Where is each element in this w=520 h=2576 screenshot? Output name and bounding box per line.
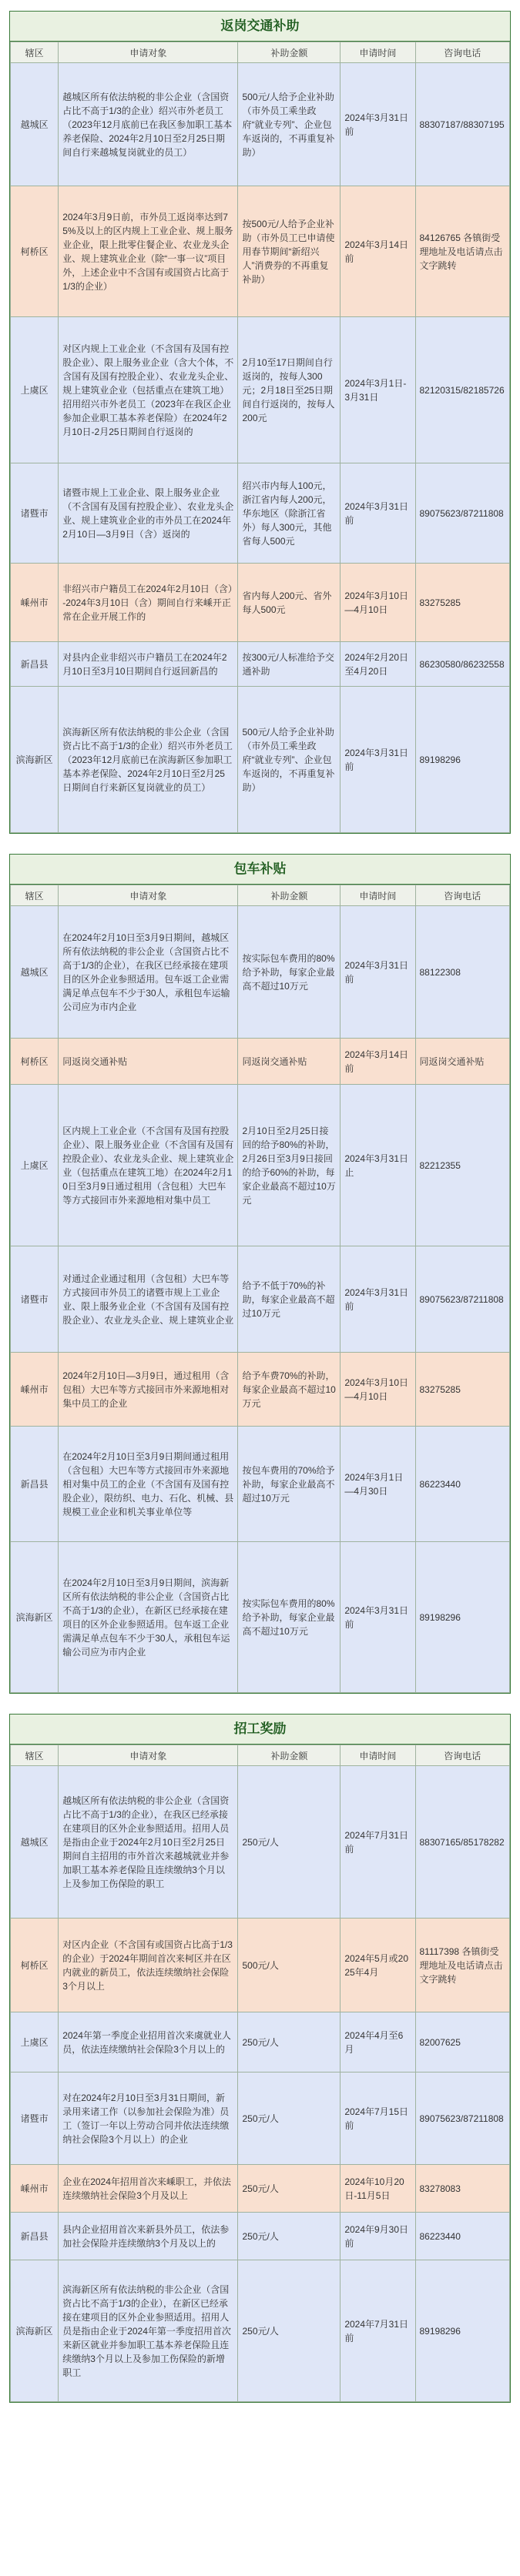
time-cell: 2024年3月10日—4月10日 bbox=[341, 1353, 415, 1427]
amount-cell: 250元/人 bbox=[238, 2260, 341, 2402]
table-row bbox=[11, 1542, 510, 1693]
amount-cell: 500元/人给予企业补助（市外员工乘坐政府“就业专列”、企业包车返岗的，不再重复补助） bbox=[238, 687, 341, 833]
section-title: 返岗交通补助 bbox=[10, 12, 510, 42]
table-row bbox=[11, 1427, 510, 1542]
amount-cell: 250元/人 bbox=[238, 2073, 341, 2165]
table-row bbox=[11, 2012, 510, 2073]
district-cell: 嵊州市 bbox=[11, 564, 59, 642]
applicant-cell: 在2024年2月10日至3月9日期间，滨海新区所有依法纳税的非公企业（含国资占比不高于1/3的企业），在新区已经承接在建项目的区外企业参照适用。包车返工企业需满足单点包车不少于30人，承租包车运输公司应为市内企业 bbox=[59, 1542, 238, 1693]
phone-cell: 83278083 bbox=[415, 2165, 510, 2213]
column-phone: 咨询电话 bbox=[415, 42, 510, 63]
table-row bbox=[11, 1766, 510, 1919]
applicant-cell: 对在2024年2月10日至3月31日期间，新录用来诸工作（以参加社会保险为准）员工（签订一年以上劳动合同并依法连续缴纳社会保险3个月以上）的企业 bbox=[59, 2073, 238, 2165]
applicant-cell: 2024年3月9日前，市外员工返岗率达到75%及以上的区内规上工业企业、规上服务业企业，限上批零住餐企业、农业龙头企业、规上建筑业企业（除“一事一议”项目外，上述企业中不含国有或国资占比高于1/3的企业） bbox=[59, 186, 238, 317]
column-applicant: 申请对象 bbox=[59, 42, 238, 63]
time-cell: 2024年3月31日前 bbox=[341, 463, 415, 564]
time-cell: 2024年7月31日前 bbox=[341, 2260, 415, 2402]
phone-cell: 同返岗交通补贴 bbox=[415, 1039, 510, 1085]
time-cell: 2024年7月31日前 bbox=[341, 1766, 415, 1919]
amount-cell: 给予不低于70%的补助，每家企业最高不超过10万元 bbox=[238, 1246, 341, 1353]
table-row bbox=[11, 1246, 510, 1353]
phone-cell: 86223440 bbox=[415, 2213, 510, 2260]
district-cell: 新昌县 bbox=[11, 1427, 59, 1542]
amount-cell: 按300元/人标准给予交通补助 bbox=[238, 642, 341, 687]
applicant-cell: 对县内企业非绍兴市户籍员工在2024年2月10日至3月10日期间自行返回新昌的 bbox=[59, 642, 238, 687]
time-cell: 2024年3月31日前 bbox=[341, 1246, 415, 1353]
column-district: 辖区 bbox=[11, 885, 59, 906]
amount-cell: 按包车费用的70%给予补助，每家企业最高不超过10万元 bbox=[238, 1427, 341, 1542]
policy-table bbox=[10, 885, 510, 1693]
phone-cell: 82212355 bbox=[415, 1085, 510, 1246]
applicant-cell: 县内企业招用首次来新县外员工，依法参加社会保险并连续缴纳3个月及以上的 bbox=[59, 2213, 238, 2260]
amount-cell: 按500元/人给予企业补助（市外员工已申请使用春节期间“新绍兴人”消费券的不再重复补助） bbox=[238, 186, 341, 317]
amount-cell: 按实际包车费用的80%给予补助，每家企业最高不超过10万元 bbox=[238, 906, 341, 1039]
applicant-cell: 对通过企业通过租用（含包租）大巴车等方式接回市外员工的诸暨市规上工业企业、限上服务业企业（不含国有及国有控股企业）、农业龙头企业、规上建筑业企业 bbox=[59, 1246, 238, 1353]
table-row bbox=[11, 186, 510, 317]
amount-cell: 250元/人 bbox=[238, 1766, 341, 1919]
section-return-transport-subsidy bbox=[9, 11, 511, 834]
district-cell: 上虞区 bbox=[11, 2012, 59, 2073]
table-header-row bbox=[11, 42, 510, 63]
phone-cell: 83275285 bbox=[415, 1353, 510, 1427]
column-applicant: 申请对象 bbox=[59, 885, 238, 906]
table-row bbox=[11, 2213, 510, 2260]
phone-cell: 89198296 bbox=[415, 2260, 510, 2402]
table-row bbox=[11, 1353, 510, 1427]
table-row bbox=[11, 463, 510, 564]
applicant-cell: 滨海新区所有依法纳税的非公企业（含国资占比不高于1/3的企业），在新区已经承接在建项目的区外企业参照适用。招用人员是指由企业于2024年第一季度招用首次来新区就业并参加职工基本养老保险且连续缴纳3个月以上及参加工伤保险的新增职工 bbox=[59, 2260, 238, 2402]
column-amount: 补助金额 bbox=[238, 1745, 341, 1766]
district-cell: 越城区 bbox=[11, 63, 59, 186]
applicant-cell: 区内规上工业企业（不含国有及国有控股企业）、限上服务业企业（不含国有及国有控股企业）、农业龙头企业、规上建筑业企业（包括重点在建筑工地）在2024年2月10日至3月9日通过租用（含包租）大巴车等方式接回市外来源地相对集中员工 bbox=[59, 1085, 238, 1246]
column-amount: 补助金额 bbox=[238, 42, 341, 63]
amount-cell: 500元/人 bbox=[238, 1919, 341, 2012]
phone-cell: 84126765 各镇街受理地址及电话请点击文字跳转 bbox=[415, 186, 510, 317]
district-cell: 柯桥区 bbox=[11, 1039, 59, 1085]
policy-table bbox=[10, 1745, 510, 2402]
table-row bbox=[11, 1919, 510, 2012]
table-row bbox=[11, 2073, 510, 2165]
time-cell: 2024年4月至6月 bbox=[341, 2012, 415, 2073]
column-time: 申请时间 bbox=[341, 885, 415, 906]
policy-table bbox=[10, 42, 510, 833]
district-cell: 新昌县 bbox=[11, 2213, 59, 2260]
phone-cell: 82007625 bbox=[415, 2012, 510, 2073]
applicant-cell: 滨海新区所有依法纳税的非公企业（含国资占比不高于1/3的企业）绍兴市外老员工（2023年12月底前已在滨海新区参加职工基本养老保险、2024年2月10日至2月25日期间自行来新区复岗就业的员工） bbox=[59, 687, 238, 833]
district-cell: 诸暨市 bbox=[11, 1246, 59, 1353]
applicant-cell: 非绍兴市户籍员工在2024年2月10日（含）-2024年3月10日（含）期间自行来嵊开正常在企业开展工作的 bbox=[59, 564, 238, 642]
amount-cell: 250元/人 bbox=[238, 2165, 341, 2213]
amount-cell: 250元/人 bbox=[238, 2012, 341, 2073]
district-cell: 越城区 bbox=[11, 906, 59, 1039]
time-cell: 2024年3月14日前 bbox=[341, 1039, 415, 1085]
column-time: 申请时间 bbox=[341, 42, 415, 63]
time-cell: 2024年5月或2025年4月 bbox=[341, 1919, 415, 2012]
applicant-cell: 2024年第一季度企业招用首次来虞就业人员，依法连续缴纳社会保险3个月以上的 bbox=[59, 2012, 238, 2073]
time-cell: 2024年3月31日前 bbox=[341, 1542, 415, 1693]
column-phone: 咨询电话 bbox=[415, 1745, 510, 1766]
time-cell: 2024年3月31日前 bbox=[341, 906, 415, 1039]
district-cell: 滨海新区 bbox=[11, 687, 59, 833]
phone-cell: 86230580/86232558 bbox=[415, 642, 510, 687]
district-cell: 滨海新区 bbox=[11, 1542, 59, 1693]
district-cell: 滨海新区 bbox=[11, 2260, 59, 2402]
amount-cell: 省内每人200元、省外每人500元 bbox=[238, 564, 341, 642]
column-amount: 补助金额 bbox=[238, 885, 341, 906]
phone-cell: 89075623/87211808 bbox=[415, 1246, 510, 1353]
section-charter-bus-subsidy bbox=[9, 854, 511, 1694]
applicant-cell: 诸暨市规上工业企业、限上服务业企业（不含国有及国有控股企业）、农业龙头企业、规上建筑业企业的市外员工在2024年2月10日—3月9日（含）返岗的 bbox=[59, 463, 238, 564]
table-row bbox=[11, 63, 510, 186]
amount-cell: 2月10至17日期间自行返岗的，按每人300元；2月18日至25日期间自行返岗的，按每人200元 bbox=[238, 317, 341, 463]
time-cell: 2024年2月20日至4月20日 bbox=[341, 642, 415, 687]
section-title: 招工奖励 bbox=[10, 1715, 510, 1745]
table-row bbox=[11, 2260, 510, 2402]
district-cell: 嵊州市 bbox=[11, 1353, 59, 1427]
time-cell: 2024年7月15日前 bbox=[341, 2073, 415, 2165]
table-row bbox=[11, 317, 510, 463]
table-row bbox=[11, 1039, 510, 1085]
phone-cell: 81117398 各镇街受理地址及电话请点击文字跳转 bbox=[415, 1919, 510, 2012]
amount-cell: 给予车费70%的补助，每家企业最高不超过10万元 bbox=[238, 1353, 341, 1427]
table-header-row bbox=[11, 885, 510, 906]
table-row bbox=[11, 564, 510, 642]
table-row bbox=[11, 1085, 510, 1246]
phone-cell: 88122308 bbox=[415, 906, 510, 1039]
phone-cell: 83275285 bbox=[415, 564, 510, 642]
district-cell: 越城区 bbox=[11, 1766, 59, 1919]
applicant-cell: 同返岗交通补贴 bbox=[59, 1039, 238, 1085]
time-cell: 2024年3月1日—4月30日 bbox=[341, 1427, 415, 1542]
amount-cell: 按实际包车费用的80%给予补助，每家企业最高不超过10万元 bbox=[238, 1542, 341, 1693]
district-cell: 柯桥区 bbox=[11, 186, 59, 317]
amount-cell: 同返岗交通补贴 bbox=[238, 1039, 341, 1085]
table-header-row bbox=[11, 1745, 510, 1766]
column-time: 申请时间 bbox=[341, 1745, 415, 1766]
phone-cell: 82120315/82185726 bbox=[415, 317, 510, 463]
district-cell: 上虞区 bbox=[11, 1085, 59, 1246]
phone-cell: 89198296 bbox=[415, 687, 510, 833]
district-cell: 柯桥区 bbox=[11, 1919, 59, 2012]
time-cell: 2024年9月30日前 bbox=[341, 2213, 415, 2260]
amount-cell: 250元/人 bbox=[238, 2213, 341, 2260]
time-cell: 2024年3月1日-3月31日 bbox=[341, 317, 415, 463]
phone-cell: 88307187/88307195 bbox=[415, 63, 510, 186]
amount-cell: 2月10日至2月25日接回的给予80%的补助，2月26日至3月9日接回的给予60%的补助，每家企业最高不超过10万元 bbox=[238, 1085, 341, 1246]
phone-cell: 89075623/87211808 bbox=[415, 2073, 510, 2165]
applicant-cell: 在2024年2月10日至3月9日期间通过租用（含包租）大巴车等方式接回市外来源地相对集中员工的企业（不含国有及国有控股企业），限纺织、电力、石化、机械、县规模工业企业和机关事业单位等 bbox=[59, 1427, 238, 1542]
phone-cell: 86223440 bbox=[415, 1427, 510, 1542]
time-cell: 2024年3月31日前 bbox=[341, 63, 415, 186]
table-row bbox=[11, 2165, 510, 2213]
section-title: 包车补贴 bbox=[10, 855, 510, 885]
district-cell: 诸暨市 bbox=[11, 2073, 59, 2165]
table-row bbox=[11, 906, 510, 1039]
section-recruitment-reward bbox=[9, 1714, 511, 2403]
applicant-cell: 企业在2024年招用首次来嵊职工，并依法连续缴纳社会保险3个月及以上 bbox=[59, 2165, 238, 2213]
applicant-cell: 在2024年2月10日至3月9日期间，越城区所有依法纳税的非公企业（含国资占比不高于1/3的企业），在我区已经承接在建项目的区外企业参照适用。包车返工企业需满足单点包车不少于30人，承租包车运输公司应为市内企业 bbox=[59, 906, 238, 1039]
time-cell: 2024年3月31日前 bbox=[341, 687, 415, 833]
district-cell: 新昌县 bbox=[11, 642, 59, 687]
column-district: 辖区 bbox=[11, 42, 59, 63]
column-phone: 咨询电话 bbox=[415, 885, 510, 906]
applicant-cell: 越城区所有依法纳税的非公企业（含国资占比不高于1/3的企业）绍兴市外老员工（2023年12月底前已在我区参加职工基本养老保险、2024年2月10日至2月25日期间自行来越城复岗就业的员工） bbox=[59, 63, 238, 186]
phone-cell: 89075623/87211808 bbox=[415, 463, 510, 564]
table-row bbox=[11, 687, 510, 833]
applicant-cell: 对区内规上工业企业（不含国有及国有控股企业）、限上服务业企业（含大个体，不含国有及国有控股企业）、农业龙头企业、规上建筑业企业（包括重点在建筑工地）招用绍兴市外老员工（2023年在我区企业参加企业职工基本养老保险）在2024年2月10日-2月25日期间自行返岗的 bbox=[59, 317, 238, 463]
applicant-cell: 越城区所有依法纳税的非公企业（含国资占比不高于1/3的企业），在我区已经承接在建项目的区外企业参照适用。招用人员是指由企业于2024年2月10日至2月25日期间自主招用的市外首次来越城就业并参加职工基本养老保险且连续缴纳3个月以上及参加工伤保险的职工 bbox=[59, 1766, 238, 1919]
column-applicant: 申请对象 bbox=[59, 1745, 238, 1766]
time-cell: 2024年10月20日-11月5日 bbox=[341, 2165, 415, 2213]
column-district: 辖区 bbox=[11, 1745, 59, 1766]
district-cell: 嵊州市 bbox=[11, 2165, 59, 2213]
time-cell: 2024年3月10日—4月10日 bbox=[341, 564, 415, 642]
phone-cell: 88307165/85178282 bbox=[415, 1766, 510, 1919]
time-cell: 2024年3月31日止 bbox=[341, 1085, 415, 1246]
table-row bbox=[11, 642, 510, 687]
amount-cell: 500元/人给予企业补助（市外员工乘坐政府“就业专列”、企业包车返岗的，不再重复补助） bbox=[238, 63, 341, 186]
district-cell: 上虞区 bbox=[11, 317, 59, 463]
amount-cell: 绍兴市内每人100元，浙江省内每人200元，华东地区（除浙江省外）每人300元，其他省每人500元 bbox=[238, 463, 341, 564]
applicant-cell: 2024年2月10日—3月9日，通过租用（含包租）大巴车等方式接回市外来源地相对集中员工的企业 bbox=[59, 1353, 238, 1427]
phone-cell: 89198296 bbox=[415, 1542, 510, 1693]
district-cell: 诸暨市 bbox=[11, 463, 59, 564]
time-cell: 2024年3月14日前 bbox=[341, 186, 415, 317]
applicant-cell: 对区内企业（不含国有或国资占比高于1/3的企业）于2024年期间首次来柯区并在区内就业的新员工，依法连续缴纳社会保险3个月以上 bbox=[59, 1919, 238, 2012]
